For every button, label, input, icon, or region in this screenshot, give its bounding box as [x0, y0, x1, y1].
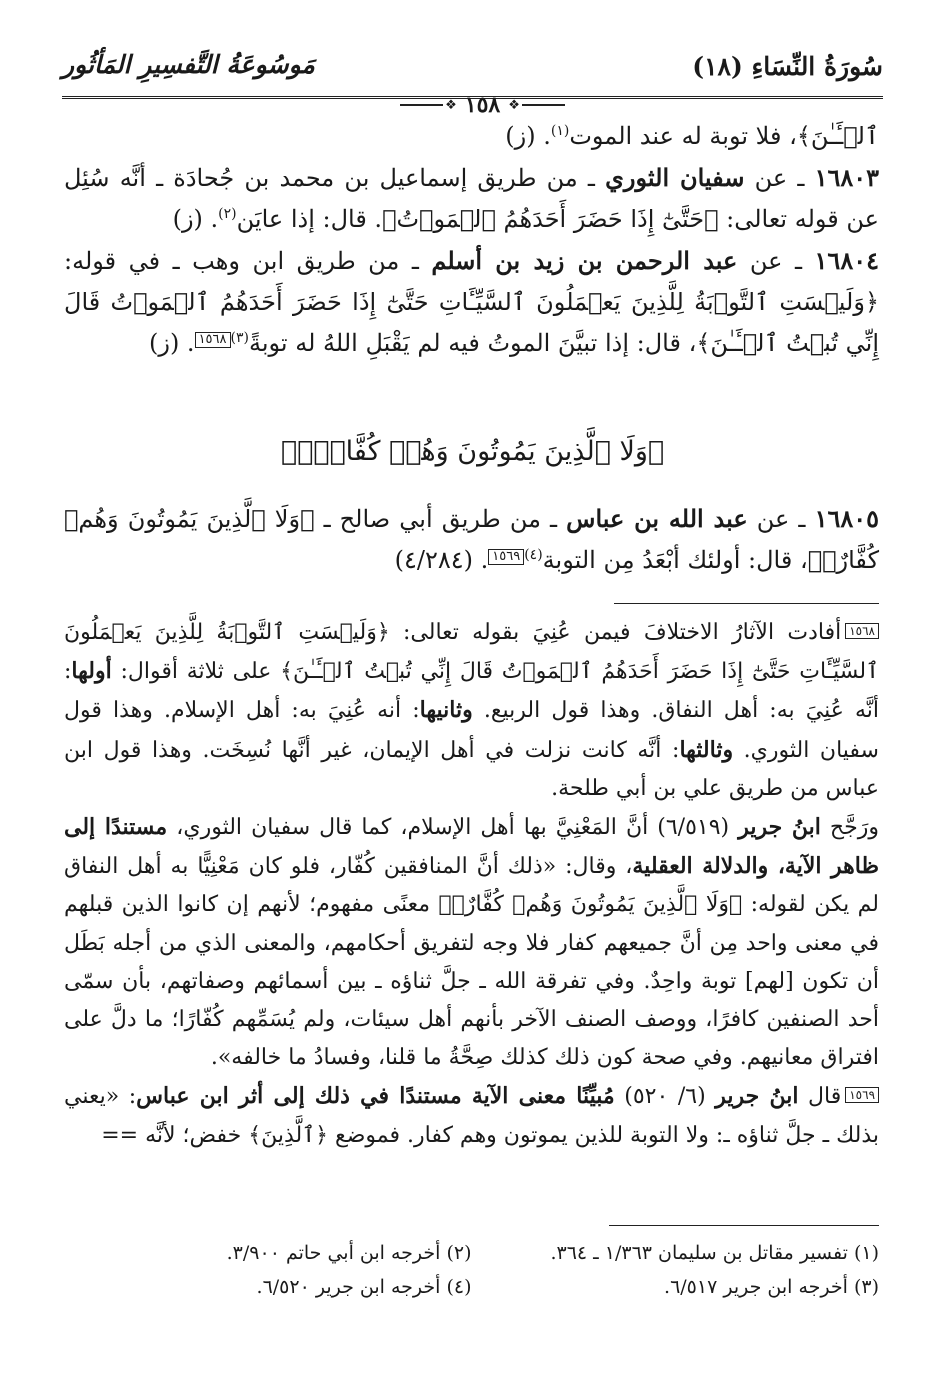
footnote-3: (٣) أخرجه ابن جرير ٦/٥١٧.	[664, 1276, 879, 1298]
text: معنًى مفهوم؛ لأنهم إن كانوا الذين قبلهم في معنى واحد مِن أنَّ جميعهم كفار فلا وجه لتفريق أحكامهم، والمعنى الذي من أجله بَطَل أن تكون [لهم] توبة واحِدٌ. وفي تفرقة الله ـ جلَّ ثناؤه ـ بين أسمائهم وصفاتهم، بأن سمّى أحد الصنفين كافرًا، ووصف الصنف الآخر بأنهم أهل سيئات، ولم يُسَمِّهم كُفّارًا؛ ما دلَّ على افتراق معانيهم. وفي صحة كون ذلك كذلك صِحَّةُ ما قلنا، وفسادُ ما خالفه».	[64, 892, 879, 1071]
note-1568-tarjih	[64, 808, 879, 1077]
emphasis: أولها	[71, 658, 112, 685]
text: . قال: إذا عايَن	[236, 205, 383, 233]
commentary-ref-box[interactable]: ١٥٦٨	[195, 332, 231, 348]
text: ورَجَّح	[820, 815, 879, 841]
text: (٦/ ٥٢٠)	[614, 1084, 716, 1110]
note-number-box: ١٥٦٩	[845, 1087, 879, 1103]
footnote-ref[interactable]: (٢)	[218, 206, 237, 222]
note-number-box: ١٥٦٨	[845, 623, 879, 639]
notes-separator	[614, 603, 879, 604]
text: . (٤/٢٨٤)	[394, 546, 489, 574]
main-text-2	[64, 498, 879, 581]
narration-number: ١٦٨٠٤	[814, 246, 879, 275]
text: ـ من طريق أبي صالح ـ	[314, 505, 567, 533]
text: . (ز)	[172, 205, 219, 233]
footnotes	[64, 1236, 879, 1304]
emphasis: مستندًا إلى ظاهر الآية، والدلالة العقلية	[64, 814, 880, 880]
footnote-row	[64, 1236, 879, 1270]
text: . (ز)	[505, 122, 551, 150]
text: : أنَّه كانت نزلت في أهل الإيمان، غير أنَّها نُسِخَت. وهذا قول ابن عباس من طريق علي بن أبي طلحة.	[64, 737, 879, 801]
continuation-paragraph	[64, 116, 879, 157]
divider	[400, 104, 443, 106]
text: ، قال: أولئك أبْعَدُ مِن التوبة	[542, 546, 808, 574]
emphasis: مُبيِّنًا معنى الآية مستندًا في ذلك إلى أثر ابن عباس	[136, 1083, 615, 1110]
ornament-icon: ❖	[508, 97, 520, 113]
text: ، وقال: «ذلك أنَّ المنافقين كُفّار، فلو كان مَعْنِيًّا به أهل النفاق لم يكن لقوله:	[64, 854, 880, 918]
footnotes-separator	[609, 1225, 879, 1226]
text: قال	[798, 1084, 842, 1110]
footnote-ref[interactable]: (٣)	[230, 330, 249, 346]
text: (٦/٥١٩) أنَّ المَعْنِيَّ بها أهل الإسلام، كما قال سفيان الثوري،	[167, 815, 739, 841]
emphasis: ابنُ جرير	[715, 1083, 799, 1110]
text: خفض؛ لأنَّه ==	[101, 1122, 249, 1148]
narrator-name: سفيان الثوري	[605, 163, 745, 192]
book-title: مَوسُوعَةُ التَّفسِيرِ المَأثُور	[62, 50, 315, 79]
quran-quote: ﴿وَلَيۡسَتِ ٱلتَّوۡبَةُ لِلَّذِينَ يَعۡمَلُونَ ٱلسَّيِّـَٔاتِ حَتَّىٰٓ إِذَا حَضَرَ أَحَدَهُمُ ٱلۡمَوۡتُ قَالَ إِنِّي تُبۡتُ ٱلۡـَٔـٰنَ﴾	[64, 620, 879, 685]
text: . (ز)	[148, 329, 195, 357]
emphasis: وثانيها	[419, 697, 473, 724]
quran-quote: ﴿وَلَا ٱلَّذِينَ يَمُوتُونَ وَهُمۡ كُفَّارٌۚ﴾	[64, 505, 879, 574]
text: ، فلا توبة له عند الموت	[569, 122, 797, 150]
page-number-bar	[400, 92, 565, 118]
narrator-name: عبد الرحمن بن زيد بن أسلم	[431, 246, 738, 275]
footnote-row	[64, 1270, 879, 1304]
ayah-heading: ﴿وَلَا ٱلَّذِينَ يَمُوتُونَ وَهُمۡ كُفَّارٌۚ﴾	[280, 436, 665, 467]
footnote-2: (٢) أخرجه ابن أبي حاتم ٣/٩٠٠.	[226, 1242, 472, 1264]
main-text	[64, 116, 879, 364]
quran-quote: ﴿وَلَيۡسَتِ ٱلتَّوۡبَةُ لِلَّذِينَ يَعۡمَلُونَ ٱلسَّيِّـَٔاتِ حَتَّىٰٓ إِذَا حَضَرَ أَحَدَهُمُ ٱلۡمَوۡتُ قَالَ إِنِّي تُبۡتُ ٱلۡـَٔـٰنَ﴾	[64, 288, 879, 357]
commentary-ref-box[interactable]: ١٥٦٩	[488, 549, 524, 565]
note-1568	[64, 614, 879, 808]
text: ـ من طريق ابن وهب ـ في قوله:	[64, 247, 432, 275]
narration-16803	[64, 157, 879, 240]
text: : أنَّه عُنِيَ به: أهل النفاق. وهذا قول الربيع.	[64, 659, 879, 724]
text: : أنه عُنِيَ به: أهل الإسلام. وهذا قول سفيان الثوري.	[64, 698, 879, 763]
quran-quote: ٱلۡـَٔـٰنَ﴾	[796, 122, 879, 150]
footnote-ref[interactable]: (١)	[550, 123, 570, 139]
surah-title: سُورَةُ النِّسَاءِ (١٨)	[692, 52, 883, 81]
page-number: ١٥٨	[464, 92, 501, 118]
commentary-notes	[64, 614, 879, 1155]
emphasis: ابنُ جرير	[738, 814, 821, 841]
footnote-ref[interactable]: (٤)	[524, 547, 543, 563]
narration-number: ١٦٨٠٥	[814, 504, 880, 533]
text: على ثلاثة أقوال:	[111, 659, 281, 685]
text: ـ عن	[744, 164, 815, 192]
text: ، قال: إذا تبيَّنَ الموتُ فيه لم يَقْبَلِ اللهُ له توبةً	[248, 329, 697, 357]
note-1569	[64, 1077, 879, 1154]
narration-16805	[64, 498, 879, 581]
ornament-icon: ❖	[445, 97, 457, 113]
quran-quote: ﴿وَلَا ٱلَّذِينَ يَمُوتُونَ وَهُمۡ كُفَّارٌۚ﴾	[438, 892, 743, 918]
quran-quote: ﴿ٱلَّذِينَ﴾	[248, 1122, 329, 1148]
divider	[522, 104, 565, 106]
footnote-4: (٤) أخرجه ابن جرير ٦/٥٢٠.	[256, 1276, 472, 1298]
footnote-1: (١) تفسير مقاتل بن سليمان ١/٣٦٣ ـ ٣٦٤.	[550, 1242, 879, 1264]
text: ـ عن	[747, 505, 815, 533]
text: أفادت الآثارُ الاختلافَ فيمن عُنِيَ بقوله تعالى:	[389, 620, 842, 645]
text: : «يعني بذلك ـ جلَّ ثناؤه ـ: ولا التوبة للذين يموتون وهم كفار. فموضع	[64, 1084, 879, 1148]
text: ـ عن	[737, 247, 815, 275]
text: ـ من طريق إسماعيل بن محمد بن جُحادَة ـ أنَّه سُئِل عن قوله تعالى:	[64, 164, 879, 233]
narrator-name: عبد الله بن عباس	[566, 504, 748, 533]
narration-16804	[64, 240, 879, 364]
emphasis: وثالثها	[679, 736, 734, 763]
narration-number: ١٦٨٠٣	[814, 163, 880, 192]
quran-quote: ﴿حَتَّىٰٓ إِذَا حَضَرَ أَحَدَهُمُ ٱلۡمَوۡتُ﴾	[382, 205, 719, 233]
